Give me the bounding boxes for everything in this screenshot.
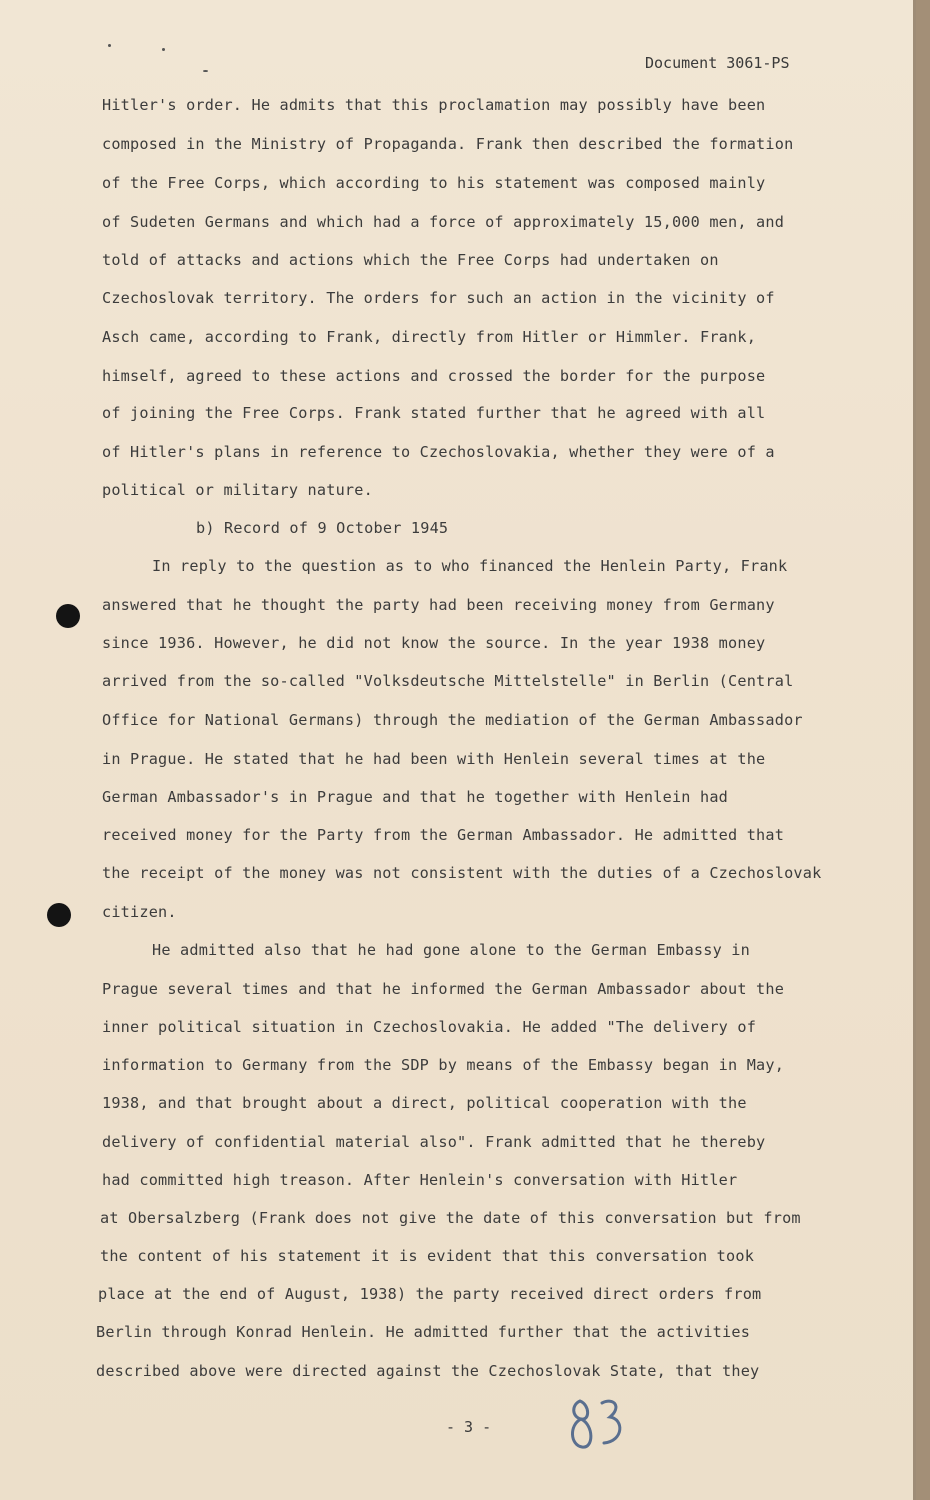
text-line: In reply to the question as to who financed the Henlein Party, Frank <box>152 557 788 575</box>
text-line: Prague several times and that he informed the German Ambassador about the <box>102 980 785 998</box>
text-line: citizen. <box>102 903 177 921</box>
text-line: political or military nature. <box>102 481 373 499</box>
text-line: described above were directed against the Czechoslovak State, that they <box>96 1362 760 1380</box>
document-id-header: Document 3061-PS <box>645 54 790 72</box>
text-line: answered that he thought the party had been receiving money from Germany <box>102 596 775 614</box>
text-line: composed in the Ministry of Propaganda. Frank then described the formation <box>102 135 794 153</box>
text-line: Berlin through Konrad Henlein. He admitted further that the activities <box>96 1323 751 1341</box>
text-line: arrived from the so-called "Volksdeutsche Mittelstelle" in Berlin (Central <box>102 672 794 690</box>
text-line: delivery of confidential material also". Frank admitted that he thereby <box>102 1133 766 1151</box>
text-line: of joining the Free Corps. Frank stated further that he agreed with all <box>102 404 766 422</box>
handwritten-page-mark-icon <box>566 1395 636 1465</box>
text-line: had committed high treason. After Henlein's conversation with Hitler <box>102 1171 738 1189</box>
text-line: 1938, and that brought about a direct, political cooperation with the <box>102 1094 747 1112</box>
text-line: the content of his statement it is evident that this conversation took <box>100 1247 755 1265</box>
text-line: since 1936. However, he did not know the source. In the year 1938 money <box>102 634 766 652</box>
text-line: of the Free Corps, which according to his statement was composed mainly <box>102 174 766 192</box>
paper-speck <box>108 44 111 47</box>
text-line: inner political situation in Czechoslovakia. He added "The delivery of <box>102 1018 757 1036</box>
text-line: German Ambassador's in Prague and that he together with Henlein had <box>102 788 729 806</box>
text-line: of Hitler's plans in reference to Czechoslovakia, whether they were of a <box>102 443 775 461</box>
text-line: He admitted also that he had gone alone to the German Embassy in <box>152 941 750 959</box>
text-line: place at the end of August, 1938) the party received direct orders from <box>98 1285 762 1303</box>
punch-hole-icon <box>56 604 80 628</box>
text-line: at Obersalzberg (Frank does not give the date of this conversation but from <box>100 1209 801 1227</box>
paper-speck <box>203 70 208 72</box>
text-line: told of attacks and actions which the Free Corps had undertaken on <box>102 251 719 269</box>
text-line: Czechoslovak territory. The orders for such an action in the vicinity of <box>102 289 775 307</box>
page-number: - 3 - <box>446 1418 492 1436</box>
text-line: received money for the Party from the German Ambassador. He admitted that <box>102 826 785 844</box>
text-line: himself, agreed to these actions and crossed the border for the purpose <box>102 367 766 385</box>
text-line: the receipt of the money was not consistent with the duties of a Czechoslovak <box>102 864 822 882</box>
section-heading: b) Record of 9 October 1945 <box>196 519 449 537</box>
text-line: of Sudeten Germans and which had a force of approximately 15,000 men, and <box>102 213 785 231</box>
text-line: information to Germany from the SDP by means of the Embassy began in May, <box>102 1056 785 1074</box>
text-line: Office for National Germans) through the mediation of the German Ambassador <box>102 711 803 729</box>
text-line: Hitler's order. He admits that this proclamation may possibly have been <box>102 96 766 114</box>
page-edge <box>916 0 930 1500</box>
paper-speck <box>162 48 165 51</box>
text-line: Asch came, according to Frank, directly from Hitler or Himmler. Frank, <box>102 328 757 346</box>
text-line: in Prague. He stated that he had been with Henlein several times at the <box>102 750 766 768</box>
punch-hole-icon <box>47 903 71 927</box>
